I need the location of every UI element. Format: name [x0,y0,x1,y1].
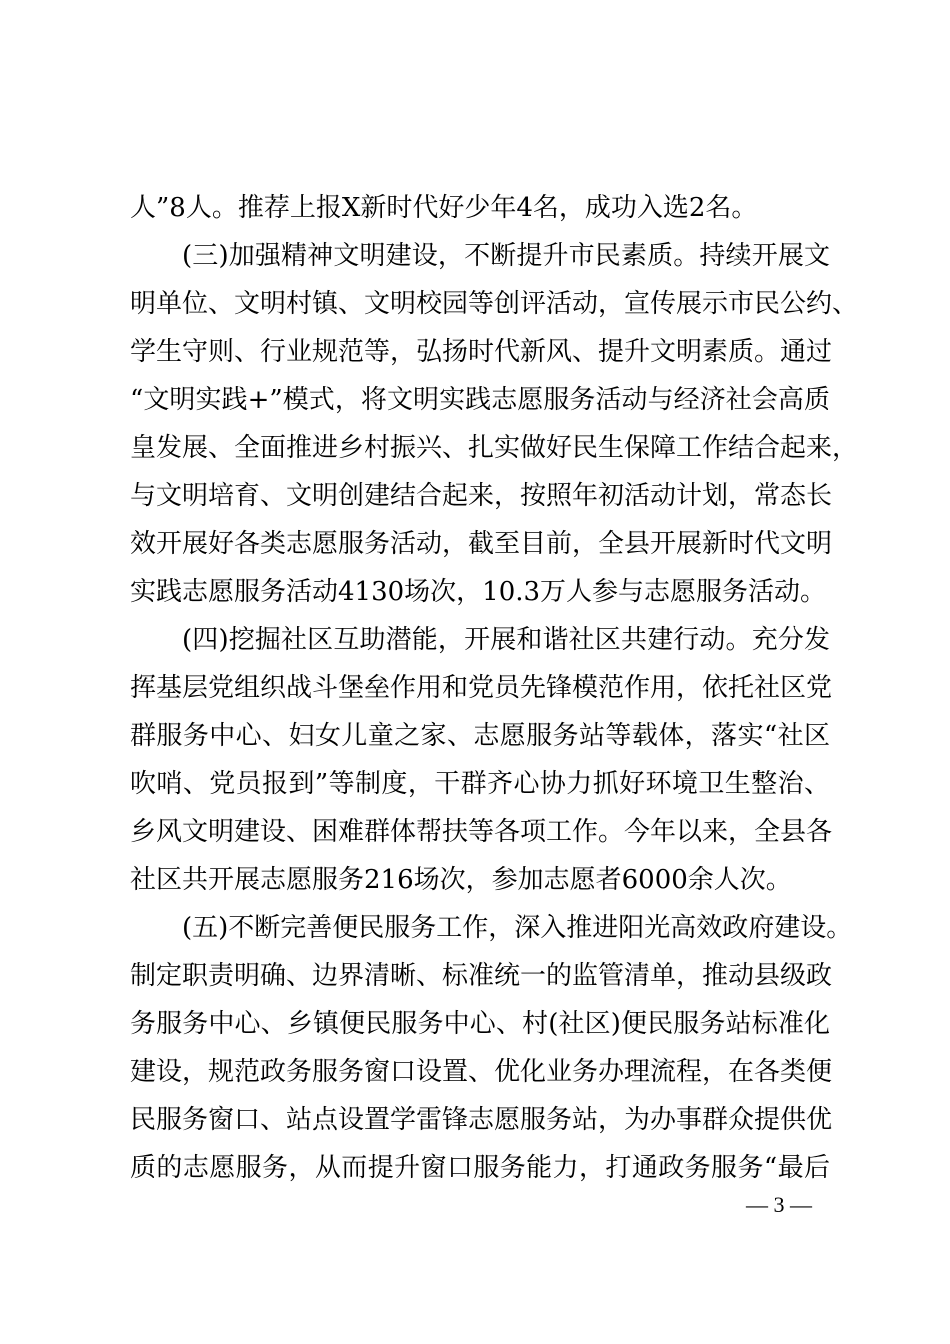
text-line: 群服务中心、妇女儿童之家、志愿服务站等载体，落实“社区 [130,721,830,751]
text-line: 皇发展、全面推进乡村振兴、扎实做好民生保障工作结合起来， [130,433,859,463]
page-number: — 3 — [746,1192,812,1217]
text-line: 建设，规范政务服务窗口设置、优化业务办理流程，在各类便 [130,1057,833,1087]
section-heading-line: (四)挖掘社区互助潜能，开展和谐社区共建行动。充分发 [182,625,830,655]
text-line: 民服务窗口、站点设置学雷锋志愿服务站，为办事群众提供优 [130,1105,833,1135]
text-line: 制定职责明确、边界清晰、标准统一的监管清单，推动县级政 [130,961,833,991]
text-line: 质的志愿服务，从而提升窗口服务能力，打通政务服务“最后 [130,1153,830,1183]
section-heading-line: (三)加强精神文明建设，不断提升市民素质。持续开展文 [182,241,830,271]
text-line: “文明实践+”模式，将文明实践志愿服务活动与经济社会高质 [130,385,830,415]
text-line: 实践志愿服务活动4130场次，10.3万人参与志愿服务活动。 [130,577,827,607]
text-line: 明单位、文明村镇、文明校园等创评活动，宣传展示市民公约、 [130,289,859,319]
text-line: 务服务中心、乡镇便民服务中心、村(社区)便民服务站标准化 [130,1009,830,1039]
text-line: 吹哨、党员报到”等制度，干群齐心协力抓好环境卫生整治、 [130,769,830,799]
text-line: 挥基层党组织战斗堡垒作用和党员先锋模范作用，依托社区党 [130,673,833,703]
text-line: 与文明培育、文明创建结合起来，按照年初活动计划，常态长 [130,481,833,511]
text-line: 学生守则、行业规范等，弘扬时代新风、提升文明素质。通过 [130,337,833,367]
text-line: 社区共开展志愿服务216场次，参加志愿者6000余人次。 [130,865,792,895]
text-line: 乡风文明建设、困难群体帮扶等各项工作。今年以来，全县各 [130,817,833,847]
text-line: 人”8人。推荐上报X新时代好少年4名，成功入选2名。 [130,193,758,223]
section-heading-line: (五)不断完善便民服务工作，深入推进阳光高效政府建设。 [182,913,853,943]
text-line: 效开展好各类志愿服务活动，截至目前，全县开展新时代文明 [130,529,833,559]
